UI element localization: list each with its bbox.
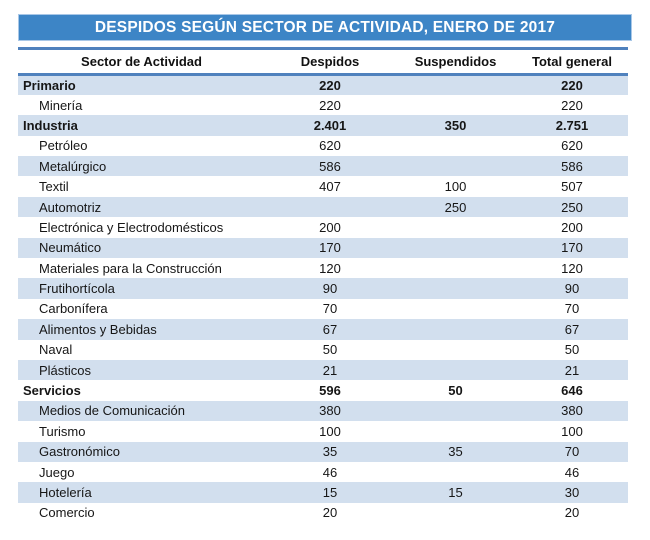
cell-suspendidos (395, 95, 516, 115)
cell-despidos: 100 (319, 423, 341, 439)
cell-total: 46 (564, 464, 580, 480)
table-header (18, 49, 628, 75)
table-body (18, 75, 628, 524)
cell-suspendidos (395, 136, 516, 156)
cell-suspendidos (395, 401, 516, 421)
cell-despidos: 380 (319, 403, 341, 419)
cell-sector: Gastronómico (39, 444, 120, 460)
cell-suspendidos (395, 217, 516, 237)
cell-total: 200 (561, 219, 583, 235)
cell-sector: Juego (39, 464, 75, 480)
cell-total: 30 (564, 485, 580, 500)
cell-despidos: 220 (319, 77, 341, 93)
table-row (18, 176, 628, 196)
cell-total: 620 (561, 138, 583, 154)
cell-sector: Metalúrgico (39, 158, 107, 174)
cell-suspendidos: 50 (448, 383, 463, 399)
cell-despidos: 67 (322, 321, 338, 337)
cell-despidos: 407 (319, 179, 341, 195)
cell-sector: Industria (23, 117, 78, 133)
cell-total: 220 (561, 97, 583, 113)
cell-despidos: 46 (322, 464, 338, 480)
table-row (18, 401, 628, 421)
cell-total: 70 (564, 444, 580, 460)
table-row (18, 421, 628, 441)
table-title-bar (18, 14, 632, 41)
cell-suspendidos (395, 156, 516, 176)
table-row (18, 340, 628, 360)
cell-suspendidos: 35 (448, 444, 463, 460)
table-row (18, 197, 628, 217)
table-row (18, 115, 628, 135)
cell-sector: Servicios (23, 383, 81, 399)
cell-suspendidos: 15 (448, 485, 463, 500)
cell-sector: Textil (39, 179, 69, 195)
cell-suspendidos (395, 75, 516, 95)
cell-despidos: 15 (322, 485, 338, 500)
table-row (18, 278, 628, 298)
table-row (18, 258, 628, 278)
cell-total: 170 (561, 240, 583, 256)
table-row (18, 380, 628, 400)
table-row (18, 442, 628, 462)
cell-total: 220 (561, 77, 583, 93)
table-row (18, 360, 628, 380)
table-row (18, 136, 628, 156)
cell-suspendidos: 350 (444, 117, 467, 133)
cell-sector: Minería (39, 97, 83, 113)
table-row (18, 217, 628, 237)
column-header-despidos: Despidos (265, 49, 395, 75)
cell-sector: Alimentos y Bebidas (39, 321, 157, 337)
cell-despidos: 170 (319, 240, 341, 256)
cell-total: 100 (561, 423, 583, 439)
cell-total: 50 (564, 342, 580, 358)
cell-despidos: 50 (322, 342, 338, 358)
cell-suspendidos (395, 319, 516, 339)
cell-suspendidos (395, 421, 516, 441)
table-row (18, 319, 628, 339)
cell-despidos (265, 197, 395, 217)
table-row (18, 503, 628, 523)
cell-sector: Frutihortícola (39, 281, 115, 297)
cell-despidos: 90 (322, 281, 338, 297)
table-row (18, 299, 628, 319)
cell-sector: Turismo (39, 423, 86, 439)
cell-despidos: 35 (322, 444, 338, 460)
cell-despidos: 620 (319, 138, 341, 154)
table-row (18, 238, 628, 258)
cell-suspendidos (395, 340, 516, 360)
cell-suspendidos (395, 462, 516, 482)
cell-sector: Medios de Comunicación (39, 403, 185, 419)
cell-suspendidos (395, 258, 516, 278)
cell-sector: Petróleo (39, 138, 88, 154)
cell-despidos: 586 (319, 158, 341, 174)
cell-sector: Plásticos (39, 362, 92, 378)
cell-sector: Comercio (39, 505, 95, 521)
cell-total: 2.751 (555, 117, 589, 133)
cell-suspendidos: 250 (444, 199, 467, 215)
column-header-total: Total general (516, 49, 628, 75)
cell-suspendidos (395, 278, 516, 298)
cell-total: 646 (561, 383, 583, 399)
cell-total: 21 (564, 362, 580, 378)
cell-sector: Primario (23, 77, 76, 93)
cell-total: 20 (564, 505, 580, 521)
cell-sector: Neumático (39, 240, 102, 256)
table-row (18, 482, 628, 502)
cell-suspendidos: 100 (444, 179, 467, 195)
table-row (18, 156, 628, 176)
cell-suspendidos (395, 503, 516, 523)
cell-despidos: 200 (319, 219, 341, 235)
cell-despidos: 20 (322, 505, 338, 521)
cell-total: 250 (561, 199, 583, 215)
cell-despidos: 21 (322, 362, 338, 378)
sectors-table (18, 47, 628, 523)
cell-total: 380 (561, 403, 583, 419)
cell-despidos: 220 (319, 97, 341, 113)
cell-despidos: 120 (319, 260, 341, 276)
cell-despidos: 70 (322, 301, 338, 317)
cell-sector: Materiales para la Construcción (39, 260, 222, 276)
cell-despidos: 2.401 (313, 117, 347, 133)
cell-total: 67 (564, 321, 580, 337)
cell-sector: Carbonífera (39, 301, 108, 317)
cell-sector: Automotriz (39, 199, 102, 215)
cell-sector: Electrónica y Electrodomésticos (39, 219, 224, 235)
cell-suspendidos (395, 360, 516, 380)
header-row (18, 49, 628, 75)
cell-total: 586 (561, 158, 583, 174)
cell-total: 70 (564, 301, 580, 317)
cell-despidos: 596 (319, 383, 341, 399)
column-header-suspendidos: Suspendidos (395, 49, 516, 75)
cell-total: 507 (561, 179, 583, 195)
cell-suspendidos (395, 299, 516, 319)
column-header-sector: Sector de Actividad (18, 49, 265, 75)
cell-total: 120 (561, 260, 583, 276)
table-row (18, 95, 628, 115)
table-row (18, 75, 628, 95)
cell-suspendidos (395, 238, 516, 258)
table-row (18, 462, 628, 482)
cell-sector: Hotelería (39, 485, 92, 500)
cell-sector: Naval (39, 342, 73, 358)
cell-total: 90 (564, 281, 580, 297)
table-title: DESPIDOS SEGÚN SECTOR DE ACTIVIDAD, ENERO DE 2017 (94, 18, 556, 36)
